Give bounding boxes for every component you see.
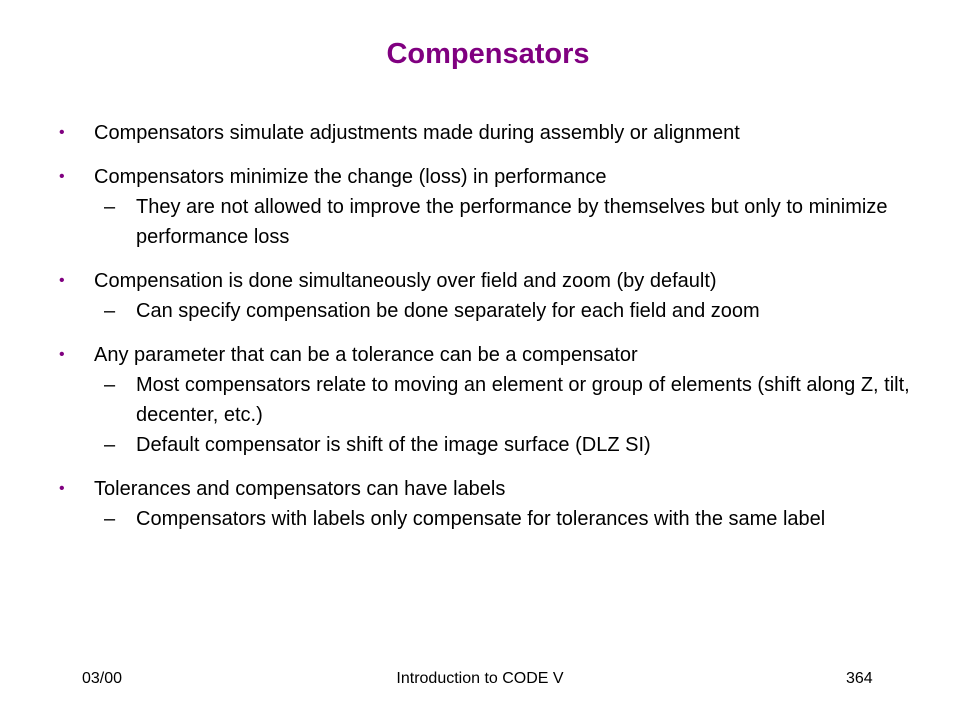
sub-marker: –: [104, 300, 116, 322]
footer-course-title: Introduction to CODE V: [396, 670, 564, 687]
sub-item: [94, 192, 926, 252]
bullet-item: [56, 266, 926, 326]
bullet-text: Compensators minimize the change (loss) in performance: [94, 166, 607, 188]
sub-list: [94, 504, 926, 534]
sub-marker: –: [104, 196, 116, 218]
sub-text: Compensators with labels only compensate for tolerances with the same label: [136, 508, 826, 530]
sub-text: Can specify compensation be done separately for each field and zoom: [136, 300, 760, 322]
bullet-marker: •: [59, 124, 65, 141]
slide-title: Compensators: [386, 38, 590, 70]
sub-text: They are not allowed to improve the performance by themselves but only to minimize performance loss: [136, 196, 888, 248]
bullet-text: Compensators simulate adjustments made during assembly or alignment: [94, 122, 740, 144]
sub-text: Most compensators relate to moving an element or group of elements (shift along Z, tilt, decenter, etc.): [136, 374, 910, 426]
bullet-item: [56, 162, 926, 252]
bullet-list: [56, 118, 926, 548]
page-number: 364: [846, 670, 873, 687]
sub-item: [94, 504, 926, 534]
sub-item: [94, 430, 926, 460]
bullet-item: [56, 118, 926, 148]
sub-list: [94, 192, 926, 252]
bullet-marker: •: [59, 346, 65, 363]
sub-list: [94, 296, 926, 326]
bullet-text: Tolerances and compensators can have labels: [94, 478, 506, 500]
sub-item: [94, 296, 926, 326]
sub-text: Default compensator is shift of the image surface (DLZ SI): [136, 434, 651, 456]
sub-list: [94, 370, 926, 460]
footer-date: 03/00: [82, 670, 123, 687]
bullet-item: [56, 474, 926, 534]
bullet-marker: •: [59, 480, 65, 497]
sub-item: [94, 370, 926, 430]
sub-marker: –: [104, 434, 116, 456]
bullet-item: [56, 340, 926, 460]
bullet-text: Compensation is done simultaneously over field and zoom (by default): [94, 270, 717, 292]
sub-marker: –: [104, 374, 116, 396]
sub-marker: –: [104, 508, 116, 530]
bullet-marker: •: [59, 272, 65, 289]
bullet-text: Any parameter that can be a tolerance can be a compensator: [94, 344, 638, 366]
bullet-marker: •: [59, 168, 65, 185]
